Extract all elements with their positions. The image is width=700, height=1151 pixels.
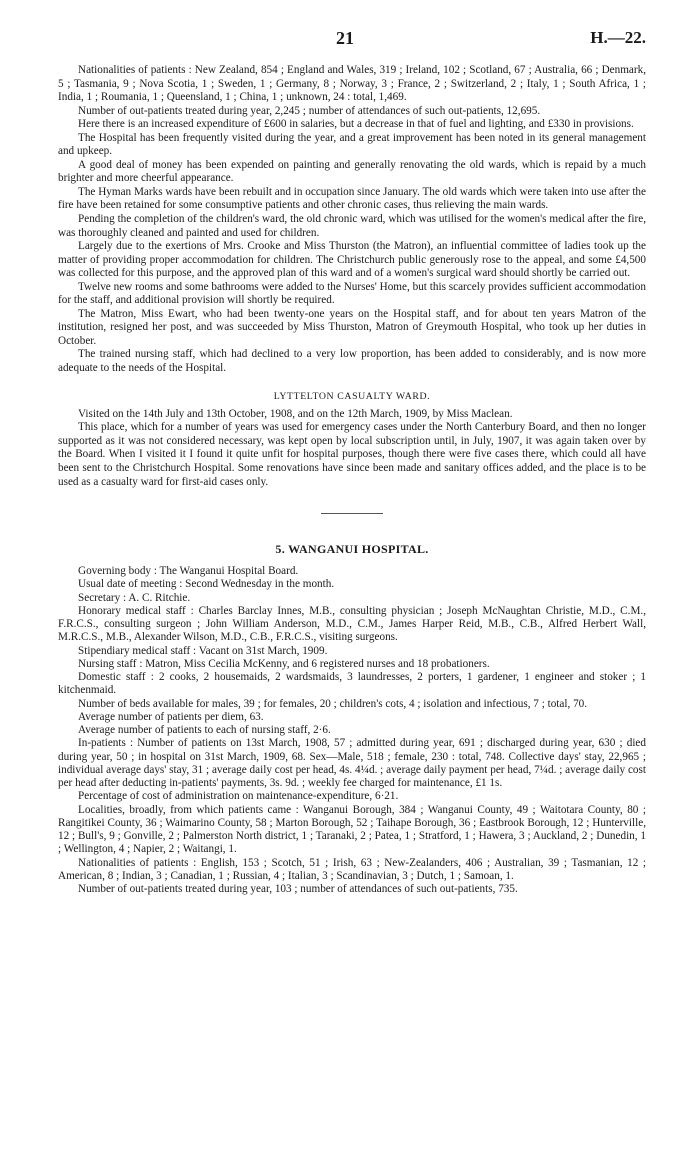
paragraph: Domestic staff : 2 cooks, 2 housemaids, 2 wardsmaids, 3 laundresses, 2 porters, 1 gardener, 1 engineer and stoker ; 1 kitchenmaid. bbox=[58, 671, 646, 697]
section-heading: LYTTELTON CASUALTY WARD. bbox=[273, 390, 431, 402]
paragraph: Here there is an increased expenditure of £600 in salaries, but a decrease in that of fuel and lighting, and £330 in provisions. bbox=[78, 118, 634, 131]
paragraph: Twelve new rooms and some bathrooms were added to the Nurses' Home, but this scarcely provides sufficient accommodation for the staff, and additional provision will shortly be required. bbox=[58, 280, 646, 307]
paragraph: Localities, broadly, from which patients came : Wanganui Borough, 384 ; Wanganui County, 49 ; Waitotara County, 80 ; Rangitikei County, 36 ; Waimarino County, 58 ; Marton Borough, 52 ; Taihape Borough, 36 ; Eastbrook Borough, 12 ; Hunterville, 12 ; Bull's, 9 ; Gonville, 2 ; Palmerston North district, 1 ; Taranaki, 2 ; Patea, 1 ; Stratford, 1 ; Hawera, 3 ; Auckland, 2 ; Dunedin, 1 ; Wellington, 4 ; Napier, 2 ; Waitangi, 1. bbox=[58, 803, 646, 856]
christchurch-continued-section bbox=[58, 64, 646, 376]
paragraph: Average number of patients to each of nursing staff, 2·6. bbox=[78, 724, 331, 737]
section-divider bbox=[321, 513, 383, 514]
paragraph: The Hyman Marks wards have been rebuilt and in occupation since January. The old wards which were taken into use after the fire have been retained for some consumptive patients and other chronic cases, thus relieving the main wards. bbox=[58, 185, 646, 212]
paragraph: Visited on the 14th July and 13th October, 1908, and on the 12th March, 1909, by Miss Maclean. bbox=[78, 407, 513, 420]
page-header bbox=[58, 28, 646, 54]
paragraph: Nationalities of patients : English, 153 ; Scotch, 51 ; Irish, 63 ; New-Zealanders, 406 ; Australian, 39 ; Tasmanian, 12 ; American, 8 ; Indian, 3 ; Canadian, 1 ; Russian, 4 ; Italian, 3 ; Scandinavian, 3 ; Dutch, 1 ; Samoan, 1. bbox=[58, 856, 646, 882]
paragraph: Nursing staff : Matron, Miss Cecilia McKenny, and 6 registered nurses and 18 probationers. bbox=[78, 657, 490, 670]
paragraph: Nationalities of patients : New Zealand, 854 ; England and Wales, 319 ; Ireland, 102 ; Scotland, 67 ; Australia, 66 ; Denmark, 5 ; Tasmania, 9 ; Nova Scotia, 1 ; Sweden, 1 ; Germany, 8 ; Norway, 3 ; France, 2 ; Switzerland, 2 ; Italy, 1 ; South Africa, 1 ; India, 1 ; Roumania, 1 ; Queensland, 1 ; China, 1 ; unknown, 24 : total, 1,469. bbox=[58, 64, 646, 104]
paragraph: Governing body : The Wanganui Hospital Board. bbox=[78, 565, 299, 578]
paragraph: Pending the completion of the children's ward, the old chronic ward, which was utilised for the women's medical after the fire, was thoroughly cleaned and painted and used for children. bbox=[58, 213, 646, 239]
paragraph: Number of out-patients treated during year, 2,245 ; number of attendances of such out-patients, 12,695. bbox=[78, 104, 541, 117]
hospital-heading: 5. WANGANUI HOSPITAL. bbox=[275, 542, 429, 557]
paragraph: The trained nursing staff, which had declined to a very low proportion, has been added to considerably, and is now more adequate to the needs of the Hospital. bbox=[58, 348, 646, 375]
paragraph: Average number of patients per diem, 63. bbox=[78, 710, 264, 723]
paragraph: Percentage of cost of administration on maintenance-expenditure, 6·21. bbox=[78, 790, 399, 803]
paragraph: Number of out-patients treated during year, 103 ; number of attendances of such out-patients, 735. bbox=[78, 883, 518, 896]
document-reference: H.—22. bbox=[590, 28, 646, 47]
paragraph: A good deal of money has been expended on painting and generally renovating the old wards, which is repaid by a much brighter and more cheerful appearance. bbox=[58, 158, 646, 185]
paragraph: Usual date of meeting : Second Wednesday in the month. bbox=[78, 578, 335, 591]
paragraph: The Matron, Miss Ewart, who had been twenty-one years on the Hospital staff, and for about ten years Matron of the institution, resigned her post, and was succeeded by Miss Thurston, Matron of Greymouth Hospital, who took up her duties in October. bbox=[58, 307, 646, 347]
paragraph: Number of beds available for males, 39 ; for females, 20 ; children's cots, 4 ; isolation and infectious, 7 ; total, 70. bbox=[78, 697, 588, 710]
lyttelton-section bbox=[58, 391, 646, 490]
paragraph: Honorary medical staff : Charles Barclay Innes, M.B., consulting physician ; Joseph McNaughtan Christie, M.D., C.M., F.R.C.S., consulting surgeon ; John William Anderson, M.D., C.M., James Harper Reid, M.B., C.B., Alfred Herbert Wall, M.R.C.S., M.B., Alexander Wilson, M.D., C.B., F.R.C.S., visiting surgeons. bbox=[58, 604, 646, 644]
paragraph: The Hospital has been frequently visited during the year, and a great improvement has been noted in its general management and upkeep. bbox=[58, 131, 646, 158]
paragraph: Secretary : A. C. Ritchie. bbox=[78, 591, 191, 604]
paragraph: Stipendiary medical staff : Vacant on 31st March, 1909. bbox=[78, 644, 328, 657]
paragraph: In-patients : Number of patients on 13st March, 1908, 57 ; admitted during year, 691 ; discharged during year, 630 ; died during year, 50 ; in hospital on 31st March, 1909, 68. Sex—Male, 518 ; female, 230 : total, 748. Collective days' stay, 22,965 ; individual average days' stay, 31 ; average daily cost per head, 4s. 4¼d. ; average daily payment per head, 7¼d. ; average daily cost per head after deducting in-patients' payments, 3s. 9d. ; weekly fee charged for maintenance, £1 1s. bbox=[58, 737, 646, 790]
paragraph: This place, which for a number of years was used for emergency cases under the North Canterbury Board, and then no longer supported as it was not considered necessary, was kept open by local subscription until, in July, 1907, it was again taken over by the Board. When I visited it I found it quite unfit for hospital purposes, though there were five cases there, which could all have been sent to the Christchurch Hospital. Some renovations have since been made and sanitary offices added, and the place is to be used as a casualty ward for first-aid cases only. bbox=[58, 421, 646, 488]
wanganui-section bbox=[58, 542, 646, 896]
page-number: 21 bbox=[336, 28, 354, 48]
paragraph: Largely due to the exertions of Mrs. Crooke and Miss Thurston (the Matron), an influential committee of ladies took up the matter of providing proper accommodation for children. The Christchurch public generously rose to the appeal, and some £4,500 was collected for this purpose, and the approved plan of this ward and of a women's surgical ward should shortly be carried out. bbox=[58, 240, 646, 280]
document-page bbox=[58, 28, 646, 896]
